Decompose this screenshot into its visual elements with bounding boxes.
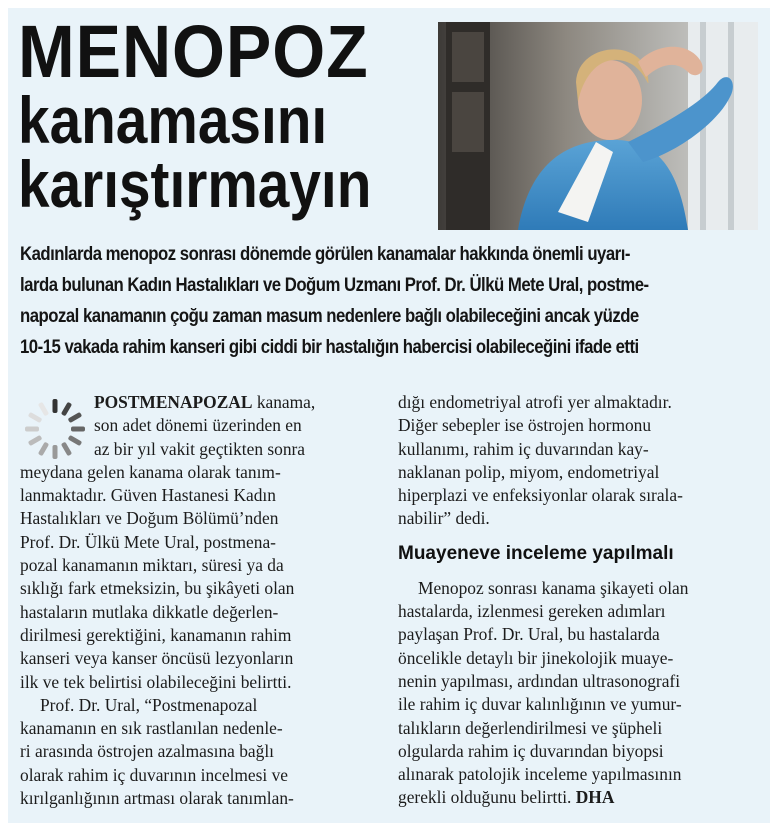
body-line — [398, 786, 760, 809]
body-line: öncelikle detaylı bir jinekolojik muaye- — [398, 647, 674, 668]
body-line: pozal kanamanın miktarı, süresi ya da — [20, 555, 284, 576]
body-line: kanseri veya kanser öncüsü lezyonların — [20, 648, 294, 669]
body-line — [20, 391, 380, 414]
lead-line: larda bulunan Kadın Hastalıkları ve Doğum Uzmanı Prof. Dr. Ülkü Mete Ural, postme- — [20, 274, 649, 296]
body-line: Menopoz sonrası kanama şikayeti olan — [418, 577, 689, 598]
body-line: alınarak patolojik inceleme yapılmasının — [398, 764, 682, 785]
lead-word: POSTMENAPOZAL — [94, 392, 253, 412]
body-text: gerekli olduğunu belirtti. — [398, 787, 576, 808]
body-line: hastaların mutlaka dikkatle değerlen- — [20, 601, 279, 622]
lead-line: Kadınlarda menopoz sonrası dönemde görülen kanamalar hakkında önemli uyarı- — [20, 243, 630, 265]
body-line: kanamanın en sık rastlanılan nedenle- — [20, 718, 283, 739]
body-line: lanmaktadır. Güven Hastanesi Kadın — [20, 485, 276, 506]
headline-line-1: MENOPOZ — [18, 10, 369, 93]
body-line: ilk ve tek belirtisi olabileceğini belirtti. — [20, 671, 292, 692]
body-line: paylaşan Prof. Dr. Ural, bu hastalarda — [398, 624, 660, 645]
body-line: kırılganlığının artması olarak tanımlan- — [20, 788, 294, 809]
lead-line: napozal kanamanın çoğu zaman masum nedenlere bağlı olabileceğini ancak yüzde — [20, 305, 639, 327]
headline-line-2: kanamasını — [18, 83, 328, 157]
agency-signature: DHA — [575, 787, 615, 808]
body-line: az bir yıl vakit geçtikten sonra — [94, 438, 306, 459]
headline — [18, 10, 438, 221]
body-line: Prof. Dr. Ural, “Postmenapozal — [40, 694, 258, 715]
body-line: Prof. Dr. Ülkü Mete Ural, postmena- — [20, 531, 276, 552]
body-line: son adet dönemi üzerinden en — [94, 415, 302, 436]
body-line: Hastalıkları ve Doğum Bölümü’nden — [20, 508, 279, 529]
body-line: meydana gelen kanama olarak tanım- — [20, 461, 281, 482]
body-line: dirilmesi gerektiğini, kanamanın rahim — [20, 624, 292, 645]
body-line: kullanımı, rahim iç duvarından kay- — [398, 438, 649, 459]
article-photo — [438, 22, 758, 230]
body-line: nabilir” dedi. — [398, 508, 490, 529]
body-line: Diğer sebepler ise östrojen hormonu — [398, 415, 652, 436]
body-text: kanama, — [252, 392, 316, 412]
body-line: olarak rahim iç duvarının incelmesi ve — [20, 764, 289, 785]
body-line: dığı endometriyal atrofi yer almaktadır. — [398, 392, 672, 412]
body-line: naklanan polip, miyom, endometriyal — [398, 461, 660, 482]
newspaper-article — [8, 8, 770, 823]
body-line: ri arasında östrojen azalmasına bağlı — [20, 741, 274, 762]
body-line: olgularda rahim iç duvarından biyopsi — [398, 740, 664, 761]
article-column-2 — [398, 391, 760, 810]
section-subheading: Muayeneve inceleme yapılmalı — [398, 542, 674, 564]
body-line: hiperplazi ve enfeksiyonlar olarak sırala- — [398, 485, 683, 506]
body-line: ile rahim iç duvar kalınlığının ve yumur- — [398, 694, 682, 715]
body-line: hastalarda, izlenmesi gereken adımları — [398, 601, 666, 622]
lead-line: 10-15 vakada rahim kanseri gibi ciddi bir hastalığın habercisi olabileceğini ifade etti — [20, 336, 639, 358]
headline-line-3: karıştırmayın — [18, 147, 372, 221]
body-line: sıklığı fark etmeksizin, bu şikâyeti olan — [20, 578, 295, 599]
lead-paragraph — [20, 239, 760, 363]
woman-hot-flash-photo — [438, 22, 758, 230]
body-line: talıkların değerlendirilmesi ve şüpheli — [398, 717, 663, 738]
article-column-1 — [20, 391, 380, 810]
body-line: nenin yapılması, ardından ultrasonografi — [398, 670, 681, 691]
